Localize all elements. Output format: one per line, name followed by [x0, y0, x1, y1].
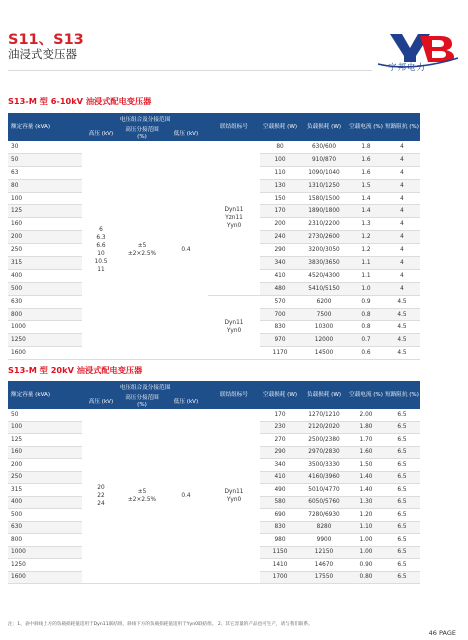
cell-capacity: 1250	[8, 559, 82, 572]
cell-impedance: 6.5	[384, 409, 420, 421]
cell-impedance: 4	[384, 269, 420, 282]
cell-no-load-loss: 1170	[260, 347, 300, 360]
section-title: S13-M 型 20kV 油浸式配电变压器	[8, 365, 143, 375]
cell-load-loss: 1890/1800	[300, 205, 348, 218]
col-load-loss: 负载损耗 (W)	[300, 113, 348, 141]
col-rated-capacity: 额定容量 (kVA)	[8, 113, 82, 141]
cell-no-load-current: 1.3	[348, 218, 384, 231]
cell-no-load-current: 1.20	[348, 509, 384, 522]
cell-no-load-loss: 240	[260, 231, 300, 244]
cell-no-load-loss: 690	[260, 509, 300, 522]
col-no-load-loss: 空载损耗 (W)	[260, 381, 300, 409]
cell-impedance: 4	[384, 141, 420, 153]
cell-capacity: 800	[8, 308, 82, 321]
cell-no-load-current: 1.60	[348, 446, 384, 459]
cell-no-load-current: 0.6	[348, 347, 384, 360]
cell-impedance: 6.5	[384, 521, 420, 534]
cell-load-loss: 14670	[300, 559, 348, 572]
cell-no-load-current: 0.9	[348, 295, 384, 308]
cell-no-load-loss: 700	[260, 308, 300, 321]
cell-capacity: 50	[8, 409, 82, 421]
cell-no-load-current: 1.1	[348, 269, 384, 282]
cell-no-load-loss: 290	[260, 244, 300, 257]
cell-impedance: 4	[384, 231, 420, 244]
cell-impedance: 6.5	[384, 421, 420, 434]
cell-capacity: 1250	[8, 334, 82, 347]
col-rated-capacity: 额定容量 (kVA)	[8, 381, 82, 409]
cell-no-load-current: 1.40	[348, 484, 384, 497]
cell-impedance: 4	[384, 179, 420, 192]
cell-load-loss: 5410/5150	[300, 282, 348, 295]
cell-no-load-current: 1.40	[348, 471, 384, 484]
cell-capacity: 200	[8, 459, 82, 472]
cell-load-loss: 2120/2020	[300, 421, 348, 434]
cell-no-load-loss: 80	[260, 141, 300, 153]
cell-no-load-loss: 580	[260, 496, 300, 509]
cell-capacity: 200	[8, 231, 82, 244]
cell-capacity: 315	[8, 484, 82, 497]
cell-impedance: 4.5	[384, 308, 420, 321]
cell-impedance: 6.5	[384, 546, 420, 559]
cell-no-load-loss: 340	[260, 257, 300, 270]
header-divider	[8, 70, 372, 71]
cell-capacity: 800	[8, 534, 82, 547]
cell-no-load-current: 1.8	[348, 141, 384, 153]
cell-load-loss: 8280	[300, 521, 348, 534]
cell-capacity: 160	[8, 218, 82, 231]
cell-no-load-current: 0.80	[348, 571, 384, 584]
cell-no-load-loss: 110	[260, 166, 300, 179]
cell-no-load-loss: 410	[260, 471, 300, 484]
logo-text: 宇邦电力	[388, 63, 427, 73]
col-no-load-current: 空载电流 (%)	[348, 381, 384, 409]
col-impedance: 短路阻抗 (%)	[384, 381, 420, 409]
cell-no-load-loss: 290	[260, 446, 300, 459]
col-lv: 低压 (kV)	[164, 395, 208, 409]
cell-capacity: 50	[8, 153, 82, 166]
col-no-load-current: 空载电流 (%)	[348, 113, 384, 141]
cell-load-loss: 7280/6930	[300, 509, 348, 522]
merged-cell: Dyn11 Yzn11 Yyn0	[208, 141, 260, 295]
merged-cell: 6 6.3 6.6 10 10.5 11	[82, 141, 120, 360]
cell-no-load-current: 1.10	[348, 521, 384, 534]
cell-no-load-loss: 830	[260, 521, 300, 534]
cell-no-load-loss: 170	[260, 409, 300, 421]
cell-no-load-loss: 410	[260, 269, 300, 282]
cell-load-loss: 1580/1500	[300, 192, 348, 205]
cell-no-load-current: 1.4	[348, 192, 384, 205]
cell-load-loss: 1310/1250	[300, 179, 348, 192]
cell-capacity: 1600	[8, 347, 82, 360]
cell-load-loss: 5010/4770	[300, 484, 348, 497]
cell-no-load-current: 1.70	[348, 434, 384, 447]
cell-load-loss: 6050/5760	[300, 496, 348, 509]
cell-load-loss: 1270/1210	[300, 409, 348, 421]
col-voltage-group: 电压组合及分接范围	[82, 381, 208, 395]
cell-capacity: 315	[8, 257, 82, 270]
cell-load-loss: 1090/1040	[300, 166, 348, 179]
cell-load-loss: 2970/2830	[300, 446, 348, 459]
cell-capacity: 630	[8, 295, 82, 308]
table-row	[8, 409, 420, 421]
col-load-loss: 负载损耗 (W)	[300, 381, 348, 409]
cell-no-load-loss: 830	[260, 321, 300, 334]
col-hv: 高压 (kV)	[82, 127, 120, 141]
cell-load-loss: 9900	[300, 534, 348, 547]
cell-no-load-current: 1.00	[348, 546, 384, 559]
cell-capacity: 400	[8, 269, 82, 282]
cell-load-loss: 3500/3330	[300, 459, 348, 472]
cell-no-load-current: 0.7	[348, 334, 384, 347]
col-no-load-loss: 空载损耗 (W)	[260, 113, 300, 141]
merged-cell: 0.4	[164, 141, 208, 360]
footnote: 注：1、表中斜线上方的负载损耗值适用于Dyn11联结组，斜线下方的负载损耗值适用于Yyn0联结组。 2、其它容量的产品也可生产，请与我们联系。	[8, 622, 313, 627]
cell-impedance: 4	[384, 192, 420, 205]
cell-load-loss: 4520/4300	[300, 269, 348, 282]
cell-impedance: 4	[384, 218, 420, 231]
cell-capacity: 30	[8, 141, 82, 153]
col-hv: 高压 (kV)	[82, 395, 120, 409]
table-row	[8, 295, 420, 308]
cell-impedance: 6.5	[384, 434, 420, 447]
cell-load-loss: 910/870	[300, 153, 348, 166]
cell-capacity: 63	[8, 166, 82, 179]
cell-no-load-loss: 230	[260, 421, 300, 434]
cell-impedance: 4	[384, 257, 420, 270]
cell-impedance: 4	[384, 244, 420, 257]
cell-capacity: 400	[8, 496, 82, 509]
merged-cell: 0.4	[164, 409, 208, 584]
cell-no-load-current: 1.4	[348, 205, 384, 218]
cell-no-load-current: 1.5	[348, 179, 384, 192]
cell-impedance: 4	[384, 282, 420, 295]
cell-capacity: 100	[8, 421, 82, 434]
cell-capacity: 500	[8, 282, 82, 295]
cell-no-load-loss: 170	[260, 205, 300, 218]
cell-no-load-current: 1.2	[348, 231, 384, 244]
cell-no-load-loss: 570	[260, 295, 300, 308]
table-row	[8, 141, 420, 153]
cell-impedance: 6.5	[384, 496, 420, 509]
col-impedance: 短路阻抗 (%)	[384, 113, 420, 141]
cell-capacity: 125	[8, 434, 82, 447]
cell-capacity: 1000	[8, 546, 82, 559]
col-tap-range: 高压分接范围 (%)	[120, 127, 164, 141]
cell-load-loss: 10300	[300, 321, 348, 334]
cell-no-load-loss: 340	[260, 459, 300, 472]
cell-impedance: 4.5	[384, 321, 420, 334]
page-subtitle: 油浸式变压器	[8, 47, 77, 61]
cell-impedance: 6.5	[384, 459, 420, 472]
cell-load-loss: 2730/2600	[300, 231, 348, 244]
cell-no-load-current: 1.0	[348, 282, 384, 295]
cell-no-load-loss: 980	[260, 534, 300, 547]
cell-impedance: 6.5	[384, 484, 420, 497]
cell-no-load-loss: 100	[260, 153, 300, 166]
cell-load-loss: 17550	[300, 571, 348, 584]
merged-cell: Dyn11 Yyn0	[208, 295, 260, 359]
cell-capacity: 160	[8, 446, 82, 459]
cell-no-load-current: 0.90	[348, 559, 384, 572]
cell-no-load-current: 1.30	[348, 496, 384, 509]
cell-impedance: 6.5	[384, 559, 420, 572]
cell-no-load-current: 1.00	[348, 534, 384, 547]
cell-capacity: 125	[8, 205, 82, 218]
col-lv: 低压 (kV)	[164, 127, 208, 141]
cell-impedance: 4	[384, 166, 420, 179]
page-number: 46 PAGE	[428, 629, 456, 637]
cell-capacity: 250	[8, 471, 82, 484]
cell-no-load-loss: 1150	[260, 546, 300, 559]
cell-impedance: 4	[384, 153, 420, 166]
cell-no-load-current: 1.1	[348, 257, 384, 270]
cell-no-load-loss: 1410	[260, 559, 300, 572]
cell-load-loss: 4160/3960	[300, 471, 348, 484]
cell-no-load-loss: 270	[260, 434, 300, 447]
merged-cell: ±5 ±2×2.5%	[120, 141, 164, 360]
col-vector-group: 联结组标号	[208, 381, 260, 409]
cell-capacity: 100	[8, 192, 82, 205]
cell-load-loss: 12150	[300, 546, 348, 559]
cell-impedance: 4	[384, 205, 420, 218]
cell-load-loss: 6200	[300, 295, 348, 308]
cell-impedance: 4.5	[384, 334, 420, 347]
cell-impedance: 6.5	[384, 509, 420, 522]
cell-no-load-loss: 480	[260, 282, 300, 295]
cell-load-loss: 3830/3650	[300, 257, 348, 270]
cell-no-load-loss: 490	[260, 484, 300, 497]
col-vector-group: 联结组标号	[208, 113, 260, 141]
cell-load-loss: 630/600	[300, 141, 348, 153]
page-title: S11、S13	[8, 32, 84, 48]
cell-no-load-current: 1.80	[348, 421, 384, 434]
cell-no-load-current: 1.50	[348, 459, 384, 472]
cell-impedance: 6.5	[384, 471, 420, 484]
cell-load-loss: 2310/2200	[300, 218, 348, 231]
cell-load-loss: 3200/3050	[300, 244, 348, 257]
merged-cell: 20 22 24	[82, 409, 120, 584]
cell-impedance: 4.5	[384, 347, 420, 360]
cell-load-loss: 14500	[300, 347, 348, 360]
cell-no-load-current: 2.00	[348, 409, 384, 421]
cell-no-load-loss: 970	[260, 334, 300, 347]
cell-no-load-loss: 130	[260, 179, 300, 192]
cell-no-load-current: 1.6	[348, 166, 384, 179]
col-tap-range: 高压分接范围 (%)	[120, 395, 164, 409]
spec-table-10kv	[8, 113, 420, 360]
cell-no-load-current: 0.8	[348, 308, 384, 321]
merged-cell: Dyn11 Yyn0	[208, 409, 260, 584]
cell-load-loss: 12000	[300, 334, 348, 347]
cell-load-loss: 2500/2380	[300, 434, 348, 447]
cell-capacity: 1600	[8, 571, 82, 584]
cell-no-load-current: 0.8	[348, 321, 384, 334]
cell-no-load-loss: 150	[260, 192, 300, 205]
cell-impedance: 6.5	[384, 571, 420, 584]
cell-capacity: 1000	[8, 321, 82, 334]
cell-load-loss: 7500	[300, 308, 348, 321]
cell-impedance: 6.5	[384, 446, 420, 459]
section-title: S13-M 型 6-10kV 油浸式配电变压器	[8, 96, 152, 106]
cell-impedance: 6.5	[384, 534, 420, 547]
cell-no-load-current: 1.2	[348, 244, 384, 257]
cell-capacity: 80	[8, 179, 82, 192]
cell-capacity: 250	[8, 244, 82, 257]
merged-cell: ±5 ±2×2.5%	[120, 409, 164, 584]
cell-no-load-loss: 1700	[260, 571, 300, 584]
cell-no-load-current: 1.6	[348, 153, 384, 166]
spec-table-20kv	[8, 381, 420, 584]
cell-capacity: 630	[8, 521, 82, 534]
cell-capacity: 500	[8, 509, 82, 522]
cell-impedance: 4.5	[384, 295, 420, 308]
cell-no-load-loss: 200	[260, 218, 300, 231]
col-voltage-group: 电压组合及分接范围	[82, 113, 208, 127]
